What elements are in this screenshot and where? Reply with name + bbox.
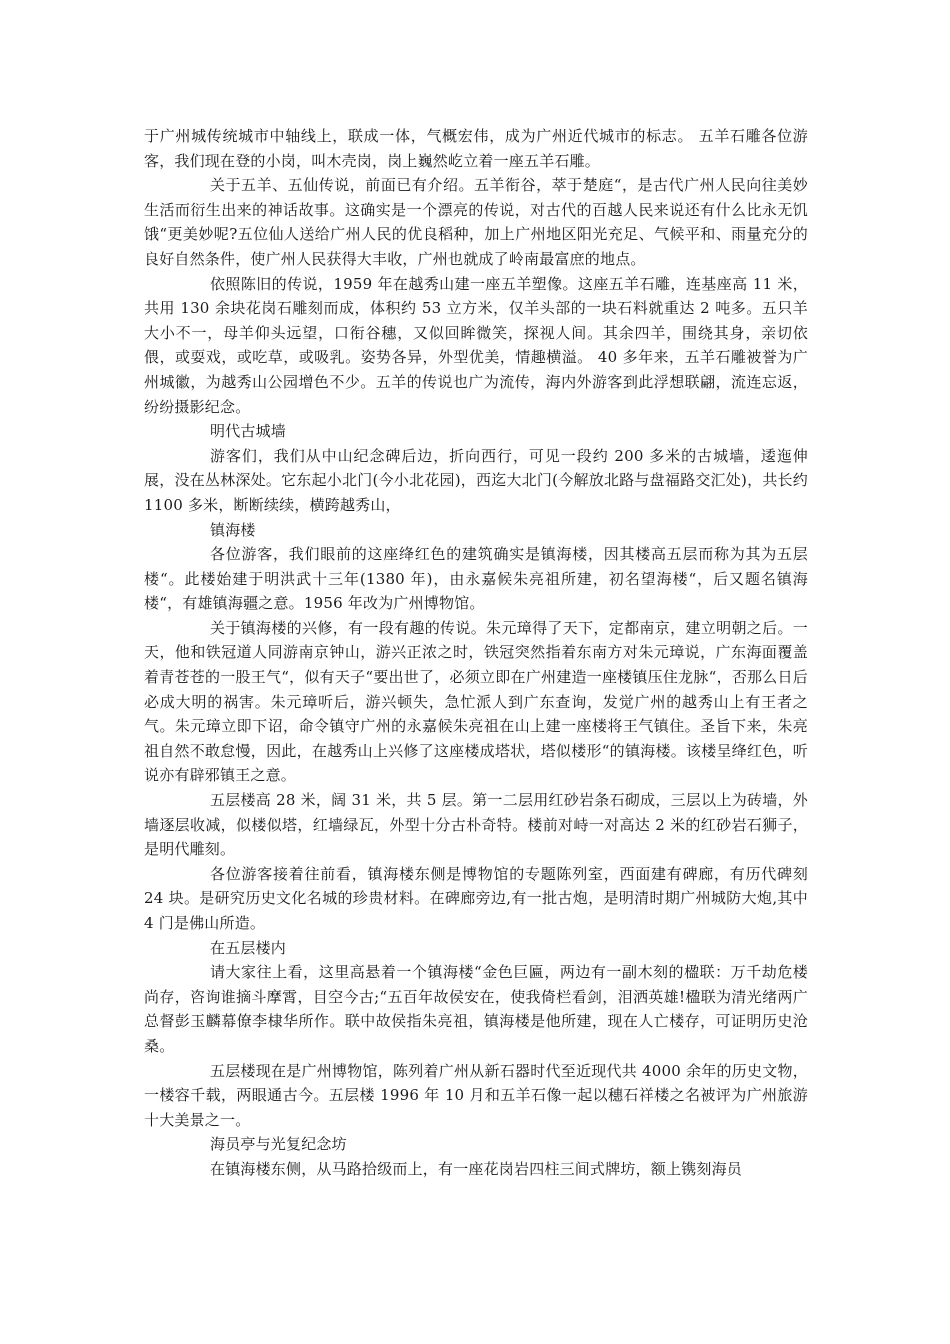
paragraph: 各位游客接着往前看，镇海楼东侧是博物馆的专题陈列室，西面建有碑廊，有历代碑刻 24 块。是研究历史文化名城的珍贵材料。在碑廊旁边,有一批古炮，是明清时期广州城防大炮,其中 4 门是佛山所造。 bbox=[144, 864, 808, 932]
section-heading: 海员亭与光复纪念坊 bbox=[210, 1135, 347, 1154]
paragraph: 依照陈旧的传说，1959 年在越秀山建一座五羊塑像。这座五羊石雕，连基座高 11 米，共用 130 余块花岗石雕刻而成，体积约 53 立方米，仅羊头部的一块石料就重达 2 吨多。五只羊大小不一，母羊仰头远望，口衔谷穗，又似回眸微笑，探视人间。其余四羊，围绕其身，亲切依偎，或耍戏，或吃草，或吸乳。姿势各异，外型优美，情趣横溢。 40 多年来，五羊石雕被誉为广州城徽，为越秀山公园增色不少。五羊的传说也广为流传，海内外游客到此浮想联翩，流连忘返，纷纷摄影纪念。 bbox=[144, 274, 808, 416]
paragraph: 五层楼高 28 米，阔 31 米，共 5 层。第一二层用红砂岩条石砌成，三层以上为砖墙，外墙逐层收减，似楼似塔，红墙绿瓦，外型十分古朴奇特。楼前对峙一对高达 2 米的红砂岩石狮子，是明代雕刻。 bbox=[144, 791, 808, 859]
section-heading: 明代古城墙 bbox=[210, 422, 287, 441]
paragraph: 请大家往上看，这里高悬着一个镇海楼“金色巨匾，两边有一副木刻的楹联：万千劫危楼尚存，咨询谁摘斗摩霄，目空今古;“五百年故侯安在，使我倚栏看剑，泪洒英雄!楹联为清光绪两广总督彭玉麟幕僚李棣华所作。联中故侯指朱亮祖，镇海楼是他所建，现在人亡楼存，可证明历史沧桑。 bbox=[144, 963, 808, 1055]
paragraph: 关于镇海楼的兴修，有一段有趣的传说。朱元璋得了天下，定都南京，建立明朝之后。一天，他和铁冠道人同游南京钟山，游兴正浓之时，铁冠突然指着东南方对朱元璋说，广东海面覆盖着青苍苍的一股王气“，似有天子“要出世了，必须立即在广州建造一座楼镇压住龙脉“，否那么日后必成大明的祸害。朱元璋听后，游兴顿失，急忙派人到广东查询，发觉广州的越秀山上有王者之气。朱元璋立即下诏，命令镇守广州的永嘉候朱亮祖在山上建一座楼将王气镇住。圣旨下来，朱亮祖自然不敢怠慢，因此，在越秀山上兴修了这座楼成塔状，塔似楼形“的镇海楼。该楼呈绛红色，听说亦有辟邪镇王之意。 bbox=[144, 618, 808, 785]
document-body bbox=[144, 124, 808, 1182]
paragraph: 游客们，我们从中山纪念碑后边，折向西行，可见一段约 200 多米的古城墙，逶迤伸展，没在丛林深处。它东起小北门(今小北花园)，西迄大北门(今解放北路与盘福路交汇处)，共长约 1100 多米，断断续续，横跨越秀山， bbox=[144, 446, 808, 514]
paragraph: 于广州城传统城市中轴线上，联成一体，气概宏伟，成为广州近代城市的标志。 五羊石雕各位游客，我们现在登的小岗，叫木壳岗，岗上巍然屹立着一座五羊石雕。 bbox=[144, 127, 808, 170]
paragraph: 在镇海楼东侧，从马路拾级而上，有一座花岗岩四柱三间式牌坊，额上镌刻海员 bbox=[210, 1159, 743, 1178]
paragraph: 关于五羊、五仙传说，前面已有介绍。五羊衔谷，萃于楚庭“，是古代广州人民向往美妙生活而衍生出来的神话故事。这确实是一个漂亮的传说，对古代的百越人民来说还有什么比永无饥饿“更美妙呢?五位仙人送给广州人民的优良稻种，加上广州地区阳光充足、气候平和、雨量充分的良好自然条件，使广州人民获得大丰收，广州也就成了岭南最富庶的地点。 bbox=[144, 176, 808, 268]
paragraph: 各位游客，我们眼前的这座绛红色的建筑确实是镇海楼，因其楼高五层而称为其为五层楼“。此楼始建于明洪武十三年(1380 年)，由永嘉候朱亮祖所建，初名望海楼“，后又题名镇海楼“，有雄镇海疆之意。1956 年改为广州博物馆。 bbox=[144, 545, 808, 613]
section-heading: 镇海楼 bbox=[210, 520, 256, 539]
paragraph: 五层楼现在是广州博物馆，陈列着广州从新石器时代至近现代共 4000 余年的历史文物，一楼容千载，两眼通古今。五层楼 1996 年 10 月和五羊石像一起以穗石祥楼之名被评为广州旅游十大美景之一。 bbox=[144, 1061, 808, 1129]
section-heading: 在五层楼内 bbox=[210, 938, 287, 957]
